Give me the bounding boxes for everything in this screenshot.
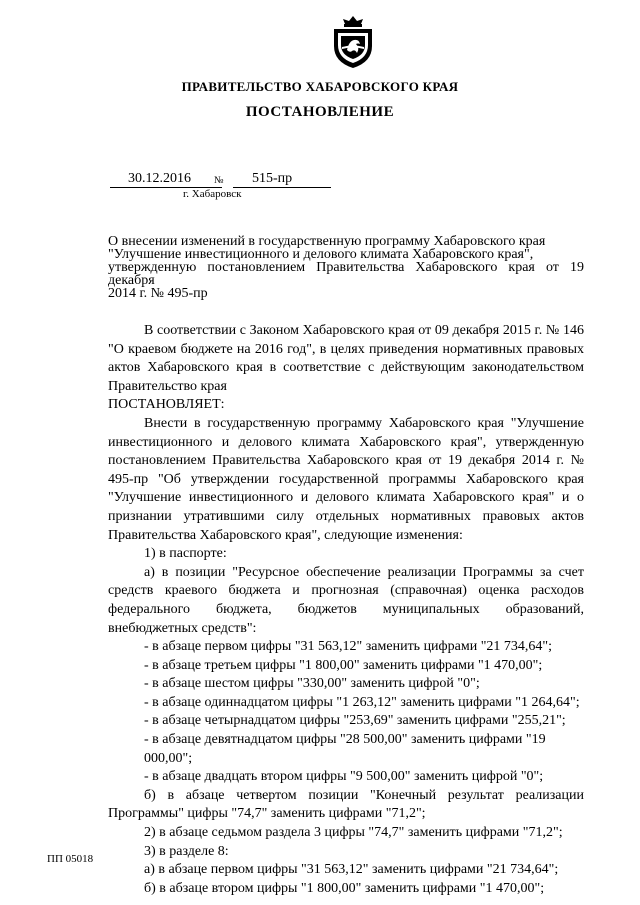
coat-of-arms-icon — [330, 14, 376, 70]
item-3: 3) в разделе 8: — [144, 843, 229, 859]
change-item: - в абзаце первом цифры "31 563,12" заменить цифрами "21 734,64"; — [144, 639, 553, 655]
item-1b: б) в абзаце четвертом позиции "Конечный результат реализации Программы" цифры "74,7" заменить цифрами "71,2"; — [108, 787, 584, 822]
subject-line: О внесении изменений в государственную программу Хабаровского края — [108, 234, 546, 249]
change-item: - в абзаце третьем цифры "1 800,00" заменить цифрами "1 470,00"; — [144, 657, 543, 673]
item-2: 2) в абзаце седьмом раздела 3 цифры "74,7" заменить цифрами "71,2"; — [144, 825, 563, 841]
number-underline — [233, 187, 331, 188]
government-title: ПРАВИТЕЛЬСТВО ХАБАРОВСКОГО КРАЯ — [181, 79, 459, 94]
change-item: - в абзаце четырнадцатом цифры "253,69" заменить цифрами "255,21"; — [144, 713, 566, 729]
document-city: г. Хабаровск — [183, 188, 242, 200]
document-type-title: ПОСТАНОВЛЕНИЕ — [245, 104, 395, 120]
subject-line: "Улучшение инвестиционного и делового климата Хабаровского края", — [108, 247, 534, 262]
item-1: 1) в паспорте: — [144, 546, 227, 562]
change-item: - в абзаце девятнадцатом цифры "28 500,00" заменить цифрами "19 000,00"; — [144, 732, 546, 766]
main-paragraph: Внести в государственную программу Хабаровского края "Улучшение инвестиционного и делового климата Хабаровского края", утвержденную постановлением Правительства Хабаровского края от 19 декабря 2014 г. № 495-пр "Об утверждении государственной программы Хабаровского края "Улучшение инвестиционного и делового климата Хабаровского края" и о признании утратившими силу отдельных нормативных правовых актов Правительства Хабаровского края", следующие изменения: — [108, 415, 584, 543]
resolves-word: ПОСТАНОВЛЯЕТ: — [108, 397, 225, 413]
change-item: - в абзаце шестом цифры "330,00" заменить цифрой "0"; — [144, 676, 480, 692]
item-3a: а) в абзаце первом цифры "31 563,12" заменить цифрами "21 734,64"; — [144, 862, 559, 878]
document-date: 30.12.2016 — [128, 171, 191, 186]
subject-line: утвержденную постановлением Правительства Хабаровского края от 19 декабря — [108, 260, 584, 288]
number-sign: № — [214, 175, 224, 186]
item-1a: а) в позиции "Ресурсное обеспечение реализации Программы за счет средств краевого бюджета и прогнозная (справочная) оценка расходов федерального бюджета, бюджетов муниципальных образований, внебюджетных средств": — [108, 564, 584, 636]
item-3b: б) в абзаце втором цифры "1 800,00" заменить цифрами "1 470,00"; — [144, 880, 545, 896]
document-subject — [108, 235, 584, 300]
document-number: 515-пр — [252, 171, 293, 186]
change-item: - в абзаце двадцать втором цифры "9 500,00" заменить цифрой "0"; — [144, 769, 544, 785]
change-item: - в абзаце одиннадцатом цифры "1 263,12" заменить цифрами "1 264,64"; — [144, 694, 580, 710]
intro-paragraph: В соответствии с Законом Хабаровского края от 09 декабря 2015 г. № 146 "О краевом бюджете на 2016 год", в целях приведения нормативных правовых актов Хабаровского края в соответствие с действующим законодательством Правительство края — [108, 323, 584, 394]
footer-document-code: ПП 05018 — [47, 853, 94, 865]
document-body — [108, 322, 584, 898]
subject-line: 2014 г. № 495-пр — [108, 286, 208, 301]
